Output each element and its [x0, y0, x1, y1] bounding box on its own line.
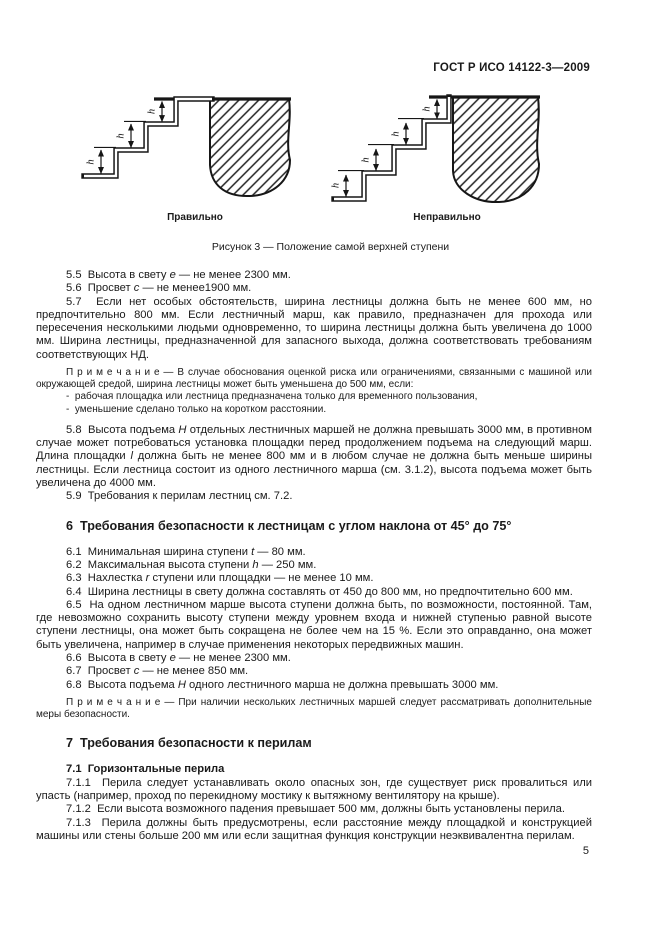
clause-7-1-heading: 7.1 Горизонтальные перила [66, 763, 225, 776]
clause-6-4: 6.4 Ширина лестницы в свету должна составлять от 450 до 800 мм, но предпочтительно 600 мм. [66, 585, 573, 598]
figure-label-correct: Правильно [167, 212, 223, 223]
clause-5-8: 5.8 Высота подъема H отдельных лестничных маршей не должна превышать 3000 мм, в противном случае может потребоваться установка площадки перед продолжением подъема на следующий марш. Длина площадки l должна быть не менее 800 мм и в любом случае не должна быть меньше ширины лестницы. Если лестница состоит из одного лестничного марша (см. 3.1.2), высота подъема может быть увеличена до 4000 мм. [36, 423, 592, 490]
hatched-wall [453, 97, 539, 202]
section-7-heading: 7 Требования безопасности к перилам [66, 736, 312, 751]
clause-6-1: 6.1 Минимальная ширина ступени t — 80 мм. [66, 545, 306, 558]
clause-6-3: 6.3 Нахлестка r ступени или площадки — не менее 10 мм. [66, 572, 374, 585]
clause-6-8: 6.8 Высота подъема H одного лестничного марша не должна превышать 3000 мм. [66, 678, 499, 691]
section-6-heading: 6 Требования безопасности к лестницам с углом наклона от 45° до 75° [66, 518, 512, 533]
figure-label-incorrect: Неправильно [413, 212, 481, 223]
clause-5-6: 5.6 Просвет c — не менее1900 мм. [66, 282, 252, 295]
note-5-7-item-1: - рабочая площадка или лестница предназначена только для временного пользования, [66, 391, 478, 403]
clause-6-6: 6.6 Высота в свету e — не менее 2300 мм. [66, 652, 291, 665]
dimension-label-h: h [146, 108, 158, 115]
clause-5-5: 5.5 Высота в свету e — не менее 2300 мм. [66, 269, 291, 281]
clause-7-1-1: 7.1.1 Перила следует устанавливать около опасных зон, где существует риск провалиться или упасть (например, проход по перекидному мостику к вытяжному вентилятору на крыше). [36, 776, 592, 802]
figure-caption: Рисунок 3 — Положение самой верхней ступени [211, 241, 450, 253]
dimension-label-h: h [360, 157, 372, 163]
figure-area [0, 0, 661, 260]
dimension-label-h: h [330, 182, 342, 189]
note-5-7: П р и м е ч а н и е — В случае обоснования оценкой риска или ограничениями, связанными с машиной или окружающей средой, ширина лестницы может быть уменьшена до 500 мм, если: [36, 367, 592, 391]
document-header: ГОСТ Р ИСО 14122-3—2009 [433, 62, 590, 74]
dimension-label-h: h [390, 131, 402, 137]
figure-incorrect-diagram [328, 86, 578, 218]
clause-6-2: 6.2 Максимальная высота ступени h — 250 мм. [66, 558, 317, 571]
note-6-8: П р и м е ч а н и е — При наличии нескольких лестничных маршей следует рассматривать дополнительные меры безопасности. [36, 696, 592, 721]
note-5-7-item-2: - уменьшение сделано только на коротком расстоянии. [66, 403, 327, 415]
page-number: 5 [582, 845, 589, 857]
dimension-label-h: h [85, 159, 97, 165]
dimension-label-h: h [421, 106, 433, 112]
clause-7-1-2: 7.1.2 Если высота возможного падения превышает 500 мм, должны быть установлены перила. [66, 803, 565, 816]
dimension-label-h: h [115, 133, 127, 139]
clause-7-1-3: 7.1.3 Перила должны быть предусмотрены, если расстояние между площадкой и конструкцией машины или стены больше 200 мм или если защитная функция конструкции неэквивалентна перилам. [36, 816, 592, 842]
document-body [36, 266, 592, 843]
clause-5-7: 5.7 Если нет особых обстоятельств, ширина лестницы должна быть не менее 600 мм, но предпочтительно 800 мм. Если лестничный марш, как правило, предназначен для прохода или пересечения несколькими людьми одновременно, то ширина лестницы должна быть увеличена до 1000 мм. Ширина лестницы, предназначенной для запасного выхода, должна соответствовать требованиям соответствующих НД. [36, 295, 592, 361]
clause-6-7: 6.7 Просвет c — не менее 850 мм. [66, 665, 249, 678]
figure-correct-diagram [58, 88, 308, 215]
clause-6-5: 6.5 На одном лестничном марше высота ступени должна быть, по возможности, постоянной. Там, где невозможно сохранить высоту ступени между уровнем входа и нижней ступенью равной высоте ступени лестницы, она может быть сокращена не более чем на 15 %. Если это оправданно, она может быть увеличена, например в случае применения некоторых передвижных машин. [36, 598, 592, 651]
clause-5-9: 5.9 Требования к перилам лестниц см. 7.2. [66, 490, 293, 503]
hatched-wall [210, 99, 290, 196]
